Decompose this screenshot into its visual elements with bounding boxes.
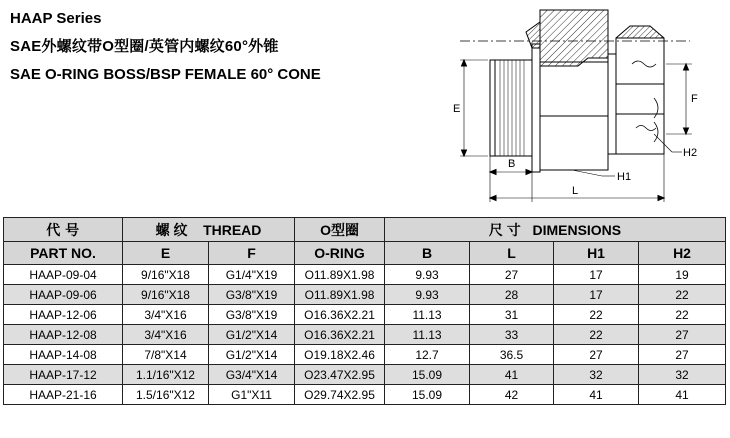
cell-oring: O19.18X2.46 <box>295 345 385 365</box>
cell-l: 27 <box>470 265 554 285</box>
header-dims-cn: 尺 寸 <box>488 221 521 238</box>
cell-h1: 17 <box>554 265 639 285</box>
fitting-technical-drawing <box>440 4 700 216</box>
table-header-row-2 <box>4 242 726 265</box>
cell-e: 9/16"X18 <box>123 285 209 305</box>
header-thread-en: THREAD <box>203 221 262 238</box>
label-h1: H1 <box>617 171 632 183</box>
cell-b: 11.13 <box>385 325 470 345</box>
header-part-en: PART NO. <box>4 242 123 265</box>
cell-h2: 27 <box>639 345 726 365</box>
header-col-f: F <box>209 242 295 265</box>
cell-h2: 27 <box>639 325 726 345</box>
header-dims-en: DIMENSIONS <box>532 221 622 238</box>
cell-h2: 22 <box>639 305 726 325</box>
cell-e: 1.1/16"X12 <box>123 365 209 385</box>
header-oring-cn: O型圈 <box>295 218 385 242</box>
cell-h2: 41 <box>639 385 726 405</box>
series-title: HAAP Series <box>10 10 102 27</box>
cell-l: 28 <box>470 285 554 305</box>
cell-h2: 22 <box>639 285 726 305</box>
cell-oring: O11.89X1.98 <box>295 285 385 305</box>
cell-b: 9.93 <box>385 285 470 305</box>
header-col-h2: H2 <box>639 242 726 265</box>
table-row <box>4 325 726 345</box>
cell-f: G3/8"X19 <box>209 305 295 325</box>
english-description: SAE O-RING BOSS/BSP FEMALE 60° CONE <box>10 66 321 83</box>
cell-l: 36.5 <box>470 345 554 365</box>
cell-part: HAAP-12-06 <box>4 305 123 325</box>
cell-b: 9.93 <box>385 265 470 285</box>
label-e: E <box>453 103 461 115</box>
cell-h1: 22 <box>554 325 639 345</box>
header-thread-cn: 螺 纹 <box>155 221 188 238</box>
cell-h1: 22 <box>554 305 639 325</box>
cell-oring: O11.89X1.98 <box>295 265 385 285</box>
cell-oring: O16.36X2.21 <box>295 305 385 325</box>
cell-h1: 27 <box>554 345 639 365</box>
cell-e: 9/16"X18 <box>123 265 209 285</box>
cell-l: 41 <box>470 365 554 385</box>
table-row <box>4 265 726 285</box>
chinese-description: SAE外螺纹带O型圈/英管内螺纹60°外锥 <box>10 38 279 55</box>
header-col-b: B <box>385 242 470 265</box>
cell-part: HAAP-12-08 <box>4 325 123 345</box>
cell-oring: O23.47X2.95 <box>295 365 385 385</box>
table-row <box>4 305 726 325</box>
header-col-l: L <box>470 242 554 265</box>
cell-e: 7/8"X14 <box>123 345 209 365</box>
table-row <box>4 385 726 405</box>
cell-h1: 41 <box>554 385 639 405</box>
cell-l: 42 <box>470 385 554 405</box>
cell-e: 3/4"X16 <box>123 305 209 325</box>
header-dimensions <box>385 218 726 242</box>
cell-f: G1/2"X14 <box>209 345 295 365</box>
cell-b: 11.13 <box>385 305 470 325</box>
header-col-h1: H1 <box>554 242 639 265</box>
label-h2: H2 <box>683 147 698 159</box>
header-part-cn: 代 号 <box>4 218 123 242</box>
dimensions-table <box>3 217 726 405</box>
cell-f: G3/4"X14 <box>209 365 295 385</box>
cell-part: HAAP-09-06 <box>4 285 123 305</box>
cell-b: 15.09 <box>385 385 470 405</box>
cell-b: 15.09 <box>385 365 470 385</box>
cell-part: HAAP-14-08 <box>4 345 123 365</box>
header-col-oring: O-RING <box>295 242 385 265</box>
table-row <box>4 365 726 385</box>
table-header-row-1 <box>4 218 726 242</box>
cell-part: HAAP-17-12 <box>4 365 123 385</box>
cell-h2: 19 <box>639 265 726 285</box>
label-f: F <box>691 93 698 105</box>
cell-oring: O29.74X2.95 <box>295 385 385 405</box>
cell-b: 12.7 <box>385 345 470 365</box>
cell-part: HAAP-21-16 <box>4 385 123 405</box>
cell-e: 1.5/16"X12 <box>123 385 209 405</box>
cell-l: 33 <box>470 325 554 345</box>
cell-f: G1"X11 <box>209 385 295 405</box>
label-b: B <box>508 158 516 170</box>
label-l: L <box>572 185 579 197</box>
cell-l: 31 <box>470 305 554 325</box>
header-col-e: E <box>123 242 209 265</box>
cell-h1: 17 <box>554 285 639 305</box>
header-thread <box>123 218 295 242</box>
cell-f: G1/4"X19 <box>209 265 295 285</box>
cell-h2: 32 <box>639 365 726 385</box>
cell-part: HAAP-09-04 <box>4 265 123 285</box>
cell-oring: O16.36X2.21 <box>295 325 385 345</box>
table-row <box>4 285 726 305</box>
table-row <box>4 345 726 365</box>
cell-h1: 32 <box>554 365 639 385</box>
cell-f: G3/8"X19 <box>209 285 295 305</box>
cell-e: 3/4"X16 <box>123 325 209 345</box>
title-block <box>10 9 321 85</box>
cell-f: G1/2"X14 <box>209 325 295 345</box>
